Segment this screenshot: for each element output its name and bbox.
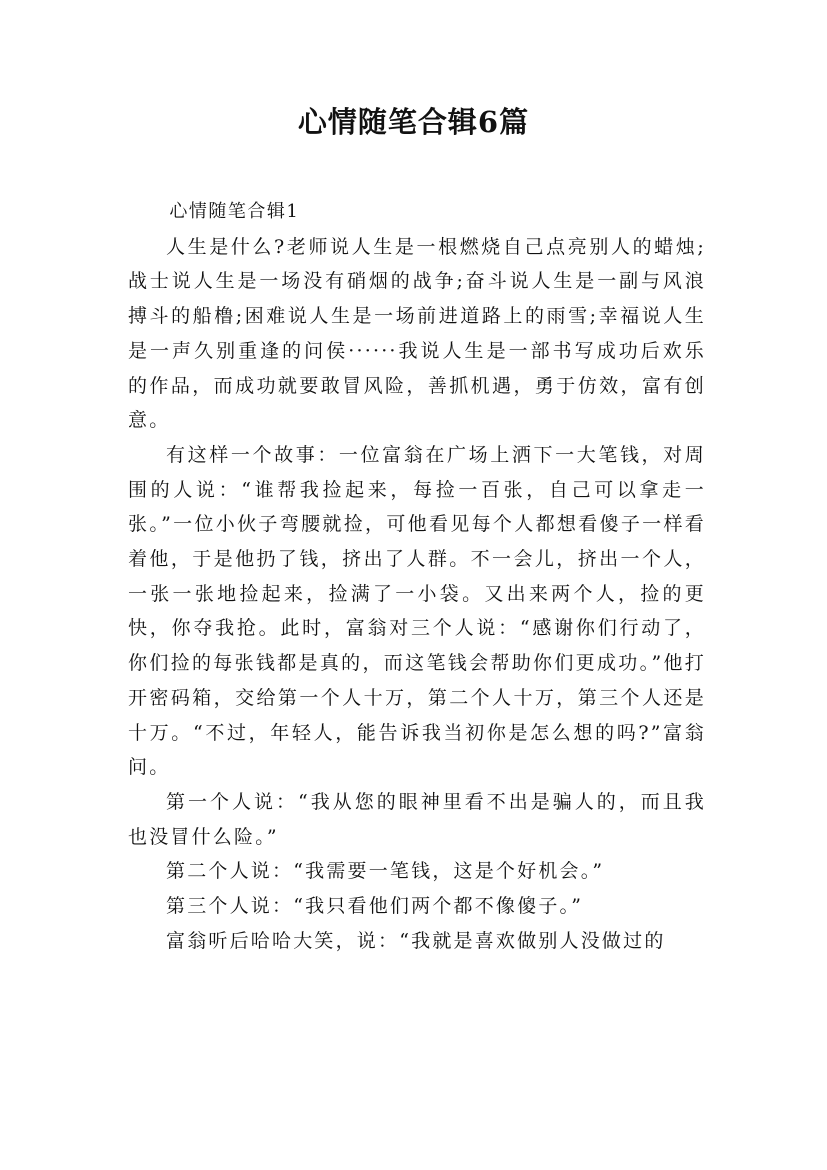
paragraph-rich-man-reply: 富翁听后哈哈大笑，说：“我就是喜欢做别人没做过的 <box>166 929 666 952</box>
paragraph-second-person: 第二个人说：“我需要一笔钱，这是个好机会。” <box>166 860 605 883</box>
paragraph-first-person: 第一个人说：“我从您的眼神里看不出是骗人的，而且我也没冒什么险。” <box>128 790 706 848</box>
paragraph-rich-man-story: 有这样一个故事：一位富翁在广场上洒下一大笔钱，对周围的人说：“谁帮我捡起来，每捡一百张，自己可以拿走一张。”一位小伙子弯腰就捡，可他看见每个人都想看傻子一样看着他，于是他扔了钱，挤出了人群。不一会儿，挤出一个人，一张一张地捡起来，捡满了一小袋。又出来两个人，捡的更快，你夺我抢。此时，富翁对三个人说：“感谢你们行动了，你们捡的每张钱都是真的，而这笔钱会帮助你们更成功。”他打开密码箱，交给第一个人十万，第二个人十万，第三个人还是十万。“不过，年轻人，能告诉我当初你是怎么想的吗?”富翁问。 <box>128 443 706 779</box>
document-body <box>128 195 706 958</box>
paragraph-third-person: 第三个人说：“我只看他们两个都不像傻子。” <box>166 895 584 918</box>
document-title: 心情随笔合辑6篇 <box>297 105 530 139</box>
paragraph-life-meaning: 人生是什么?老师说人生是一根燃烧自己点亮别人的蜡烛;战士说人生是一场没有硝烟的战争;奋斗说人生是一副与风浪搏斗的船橹;困难说人生是一场前进道路上的雨雪;幸福说人生是一声久别重逢的问侯······我说人生是一部书写成功后欢乐的作品，而成功就要敢冒风险，善抓机遇，勇于仿效，富有创意。 <box>128 235 706 432</box>
section-heading: 心情随笔合辑1 <box>169 201 300 222</box>
